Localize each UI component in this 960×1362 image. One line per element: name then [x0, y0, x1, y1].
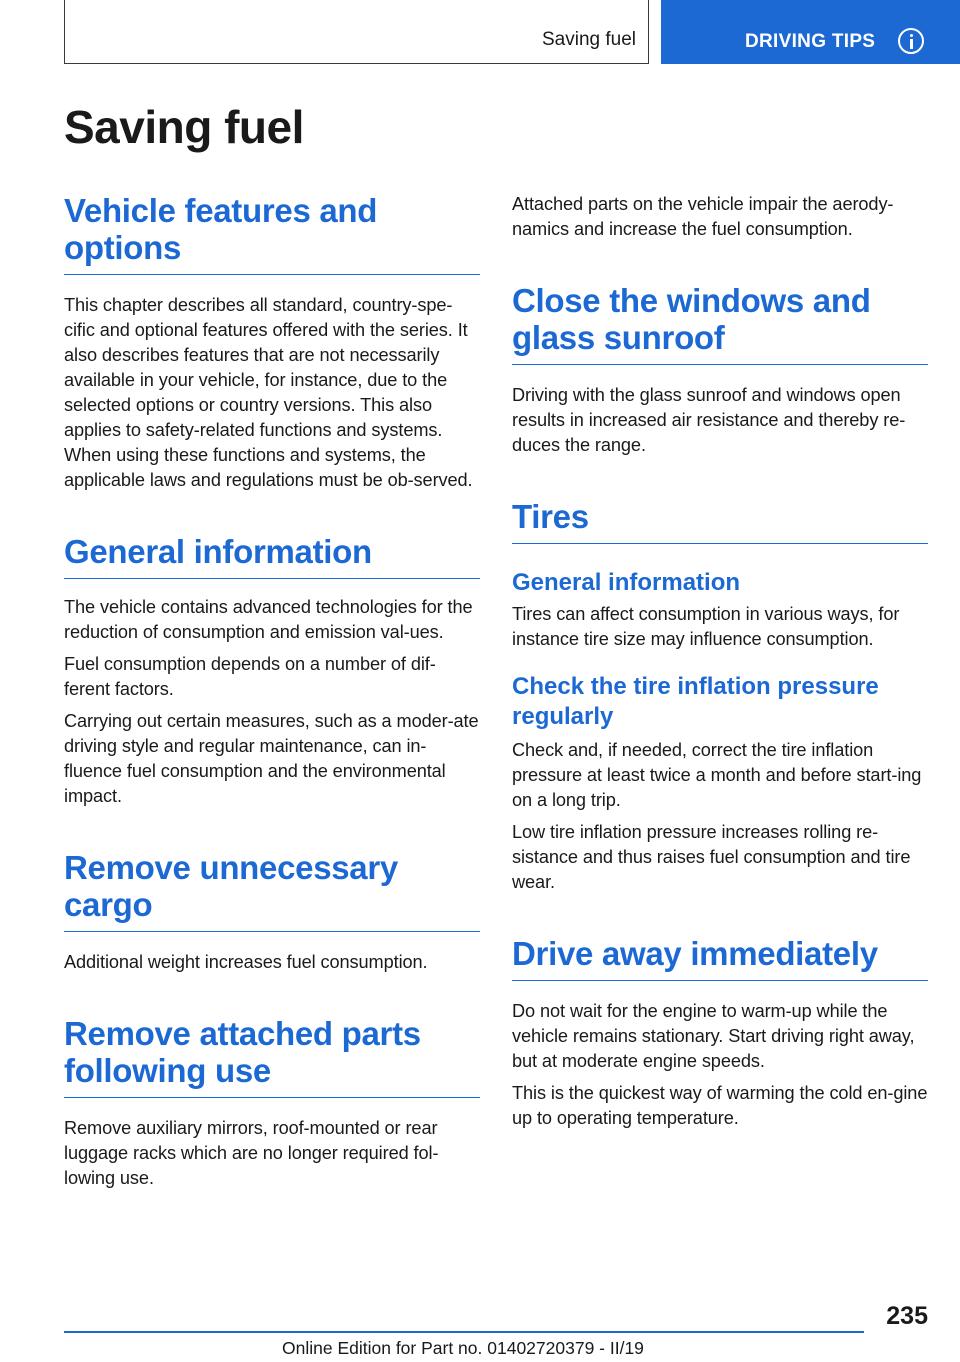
paragraph-vehicle-features: This chapter describes all standard, country-spe-cific and optional features offered with the series. It also describes features that are not necessarily available in your vehicle, for instance, due to the selected options or country versions. This also applies to safety-related functions and systems. When using these functions and systems, the applicable laws and regulations must be ob-served. — [64, 295, 473, 490]
paragraph-tires-general: Tires can affect consumption in various ways, for instance tire size may influence consumption. — [512, 604, 900, 649]
page-title: Saving fuel — [64, 101, 304, 153]
right-column — [512, 192, 928, 1131]
footer-divider — [64, 1331, 864, 1333]
page-number: 235 — [886, 1302, 928, 1330]
paragraph-remove-attached-parts: Remove auxiliary mirrors, roof-mounted or rear luggage racks which are no longer required fol-lowing use. — [64, 1118, 439, 1188]
subsection-title-tires-general: General information — [512, 569, 741, 596]
section-title-tires: Tires — [512, 498, 928, 544]
section-title-drive-away: Drive away immediately — [512, 935, 928, 981]
paragraph-remove-cargo: Additional weight increases fuel consumption. — [64, 952, 428, 972]
paragraph-drive-away-2: This is the quickest way of warming the cold en-gine up to operating temperature. — [512, 1083, 928, 1128]
header-section-title: Saving fuel — [541, 29, 636, 50]
paragraph-tire-pressure-1: Check and, if needed, correct the tire inflation pressure at least twice a month and before start-ing on a long trip. — [512, 740, 922, 810]
section-title-remove-attached-parts: Remove attached parts following use — [64, 1015, 480, 1098]
section-title-vehicle-features: Vehicle features and options — [64, 192, 480, 275]
paragraph-close-windows: Driving with the glass sunroof and windows open results in increased air resistance and thereby re-duces the range. — [512, 385, 906, 455]
paragraph-attached-parts-cont: Attached parts on the vehicle impair the aerody-namics and increase the fuel consumption. — [512, 194, 894, 239]
section-title-remove-cargo: Remove unnecessary cargo — [64, 849, 480, 932]
paragraph-general-info-2: Fuel consumption depends on a number of dif-ferent factors. — [64, 654, 436, 699]
section-title-close-windows: Close the windows and glass sunroof — [512, 282, 928, 365]
paragraph-general-info-3: Carrying out certain measures, such as a moder-ate driving style and regular maintenance, can in-fluence fuel consumption and the environmental impact. — [64, 711, 479, 806]
paragraph-tire-pressure-2: Low tire inflation pressure increases rolling re-sistance and thus raises fuel consumption and tire wear. — [512, 822, 911, 892]
footer-edition: Online Edition for Part no. 01402720379 - II/19 — [282, 1338, 644, 1358]
header-section-box — [64, 0, 649, 64]
info-icon[interactable] — [898, 28, 924, 54]
left-column — [64, 192, 480, 1191]
header-chapter-tab[interactable] — [661, 0, 960, 64]
paragraph-drive-away-1: Do not wait for the engine to warm-up while the vehicle remains stationary. Start driving right away, but at moderate engine speeds. — [512, 1001, 915, 1071]
paragraph-general-info-1: The vehicle contains advanced technologies for the reduction of consumption and emission val-ues. — [64, 597, 473, 642]
section-title-general-information: General information — [64, 533, 480, 579]
subsection-title-tire-pressure: Check the tire inflation pressure regularly — [512, 673, 879, 730]
header-chapter-label: DRIVING TIPS — [745, 31, 876, 52]
